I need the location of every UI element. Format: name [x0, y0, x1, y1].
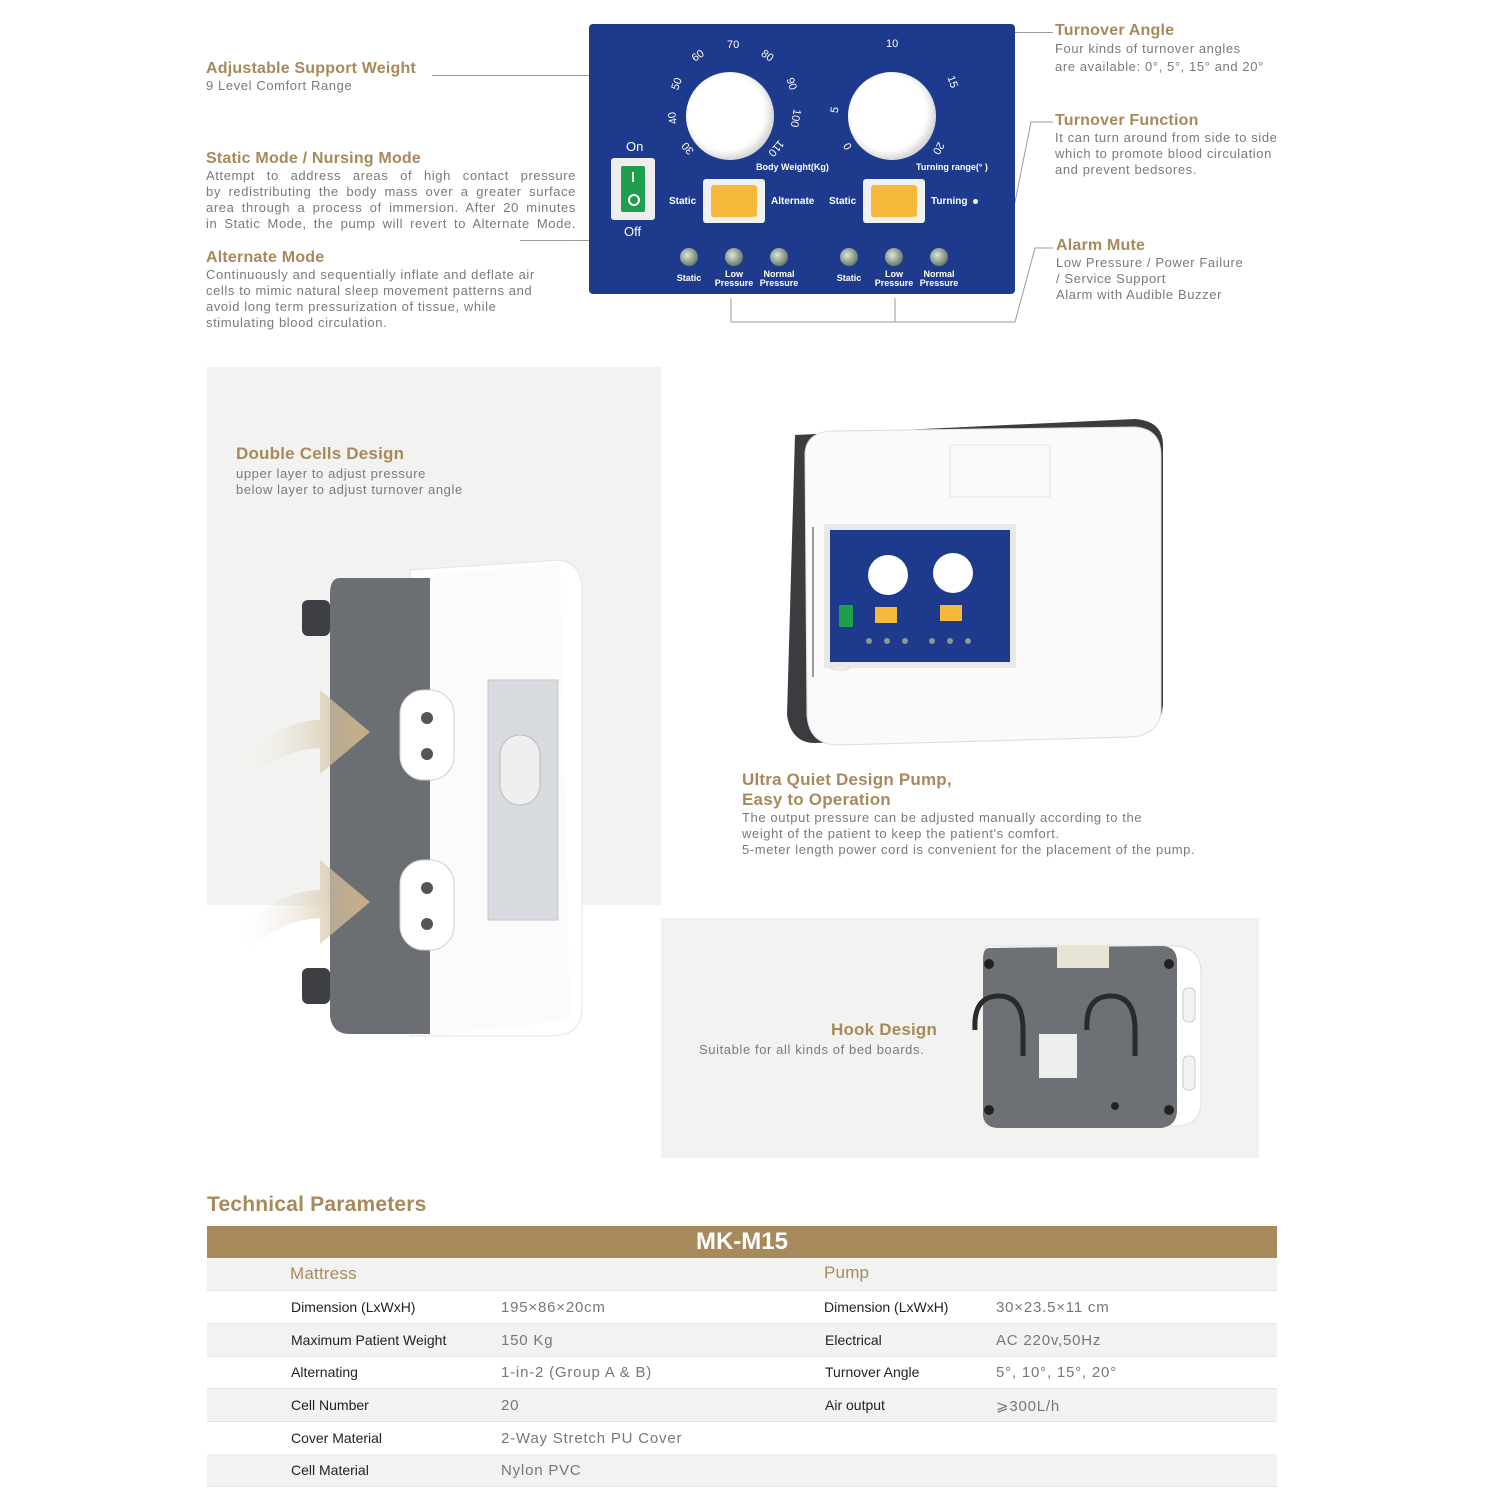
turnover-function-title: Turnover Function: [1055, 112, 1199, 129]
led-label: Low Pressure: [714, 269, 754, 288]
table-row: [207, 1291, 1277, 1324]
mode-switch[interactable]: [703, 179, 765, 223]
led-label: Static: [676, 273, 702, 283]
power-switch[interactable]: [611, 158, 655, 220]
tick-30: 30: [679, 139, 697, 157]
row-value: AC 220v,50Hz: [996, 1332, 1102, 1349]
static-mode-desc: Attempt to address areas of high contact pressure by redistributing the body mass over a greater surface area through a process of immersion. After 20 minutes in Static Mode, the pump will revert to Alternate Mode.: [206, 168, 576, 231]
double-cells-title: Double Cells Design: [236, 444, 405, 463]
row-value: 5°, 10°, 15°, 20°: [996, 1364, 1117, 1381]
row-label: Dimension (LxWxH): [824, 1299, 949, 1315]
table-header-row: [207, 1258, 1277, 1291]
alternate-label: Alternate: [771, 196, 815, 207]
tick-angle-10: 10: [886, 38, 899, 50]
row-value: ⩾300L/h: [996, 1398, 1061, 1415]
table-row: [207, 1356, 1277, 1389]
led-label: Normal Pressure: [759, 269, 799, 288]
row-label: Cover Material: [291, 1430, 383, 1446]
tick-80: 80: [758, 47, 776, 65]
row-value: 30×23.5×11 cm: [996, 1299, 1110, 1316]
tick-angle-0: 0: [841, 140, 855, 152]
low-pressure-led: [885, 248, 903, 266]
turnover-angle-title: Turnover Angle: [1055, 22, 1175, 39]
alarm-mute-desc: Low Pressure / Power Failure / Service Support Alarm with Audible Buzzer: [1056, 255, 1244, 302]
on-label: On: [626, 139, 644, 154]
model-label: MK-M15: [695, 1228, 788, 1255]
static-led: [840, 248, 858, 266]
low-pressure-led: [725, 248, 743, 266]
row-label: Electrical: [825, 1332, 882, 1348]
adjustable-title: Adjustable Support Weight: [206, 60, 417, 77]
tick-70: 70: [727, 39, 740, 51]
hook-desc: Suitable for all kinds of bed boards.: [699, 1042, 925, 1057]
row-value: 150 Kg: [501, 1332, 554, 1349]
pump-header: Pump: [824, 1263, 870, 1282]
turnover-function-desc: It can turn around from side to side which to promote blood circulation and prevent bedsores.: [1055, 130, 1278, 177]
row-value: 2-Way Stretch PU Cover: [501, 1430, 683, 1447]
turning-switch[interactable]: [863, 179, 925, 223]
tick-60: 60: [689, 47, 707, 65]
static-led: [680, 248, 698, 266]
mattress-header: Mattress: [290, 1264, 357, 1283]
row-label: Turnover Angle: [825, 1364, 920, 1380]
ultra-quiet-desc: The output pressure can be adjusted manually according to the weight of the patient to keep the patient's comfort. 5-meter length power cord is convenient for the placement of the pump.: [742, 810, 1196, 857]
row-label: Cell Material: [291, 1462, 369, 1478]
tick-40: 40: [666, 110, 681, 126]
alternate-mode-desc: Continuously and sequentially inflate and deflate air cells to mimic natural sleep movement patterns and avoid long term pressurization of tissue, while stimulating blood circulation.: [206, 267, 535, 330]
static-mode-title: Static Mode / Nursing Mode: [206, 150, 421, 167]
tick-angle-15: 15: [944, 74, 960, 90]
hook-title: Hook Design: [831, 1020, 938, 1039]
angle-label: Turning range(° ): [916, 162, 988, 172]
normal-pressure-led: [930, 248, 948, 266]
table-row: [207, 1454, 1277, 1487]
angle-knob[interactable]: [848, 72, 936, 160]
row-label: Maximum Patient Weight: [291, 1332, 447, 1348]
leader-dot: [973, 199, 978, 204]
ultra-quiet-title: Ultra Quiet Design Pump, Easy to Operation: [742, 770, 952, 809]
control-panel: [589, 24, 1015, 294]
alarm-mute-title: Alarm Mute: [1056, 237, 1146, 254]
pump-back-image: [965, 938, 1205, 1133]
row-value: 20: [501, 1397, 520, 1414]
row-label: Alternating: [291, 1364, 358, 1380]
double-cells-desc: upper layer to adjust pressure below layer to adjust turnover angle: [236, 466, 463, 497]
led-label: Static: [836, 273, 862, 283]
table-row: [207, 1389, 1277, 1422]
row-value: 1-in-2 (Group A & B): [501, 1364, 653, 1381]
row-value: Nylon PVC: [501, 1462, 582, 1479]
table-row: [207, 1324, 1277, 1357]
normal-pressure-led: [770, 248, 788, 266]
row-value: 195×86×20cm: [501, 1299, 606, 1316]
led-label: Normal Pressure: [919, 269, 959, 288]
tick-100: 100: [787, 107, 803, 129]
off-label: Off: [624, 224, 642, 239]
tick-110: 110: [765, 137, 787, 159]
row-label: Cell Number: [291, 1397, 369, 1413]
tech-heading: Technical Parameters: [207, 1193, 427, 1216]
static-label: Static: [669, 196, 697, 207]
turnover-angle-desc: Four kinds of turnover angles are available: 0°, 5°, 15° and 20°: [1055, 41, 1264, 74]
weight-label: Body Weight(Kg): [756, 162, 829, 172]
tick-90: 90: [783, 76, 799, 92]
row-label: Air output: [825, 1397, 885, 1413]
led-label: Low Pressure: [874, 269, 914, 288]
static-label: Static: [829, 196, 857, 207]
alternate-mode-title: Alternate Mode: [206, 249, 325, 266]
table-row: [207, 1422, 1277, 1455]
leader-line: [1015, 32, 1053, 33]
weight-knob[interactable]: [686, 72, 774, 160]
tick-angle-5: 5: [828, 105, 842, 115]
tick-50: 50: [669, 76, 685, 92]
pump-side-image: [230, 560, 590, 1040]
turning-label: Turning: [931, 196, 968, 207]
model-bar: [207, 1226, 1277, 1258]
pump-front-image: [775, 415, 1170, 750]
adjustable-desc: 9 Level Comfort Range: [206, 78, 353, 93]
row-label: Dimension (LxWxH): [291, 1299, 416, 1315]
tick-angle-20: 20: [929, 139, 947, 157]
